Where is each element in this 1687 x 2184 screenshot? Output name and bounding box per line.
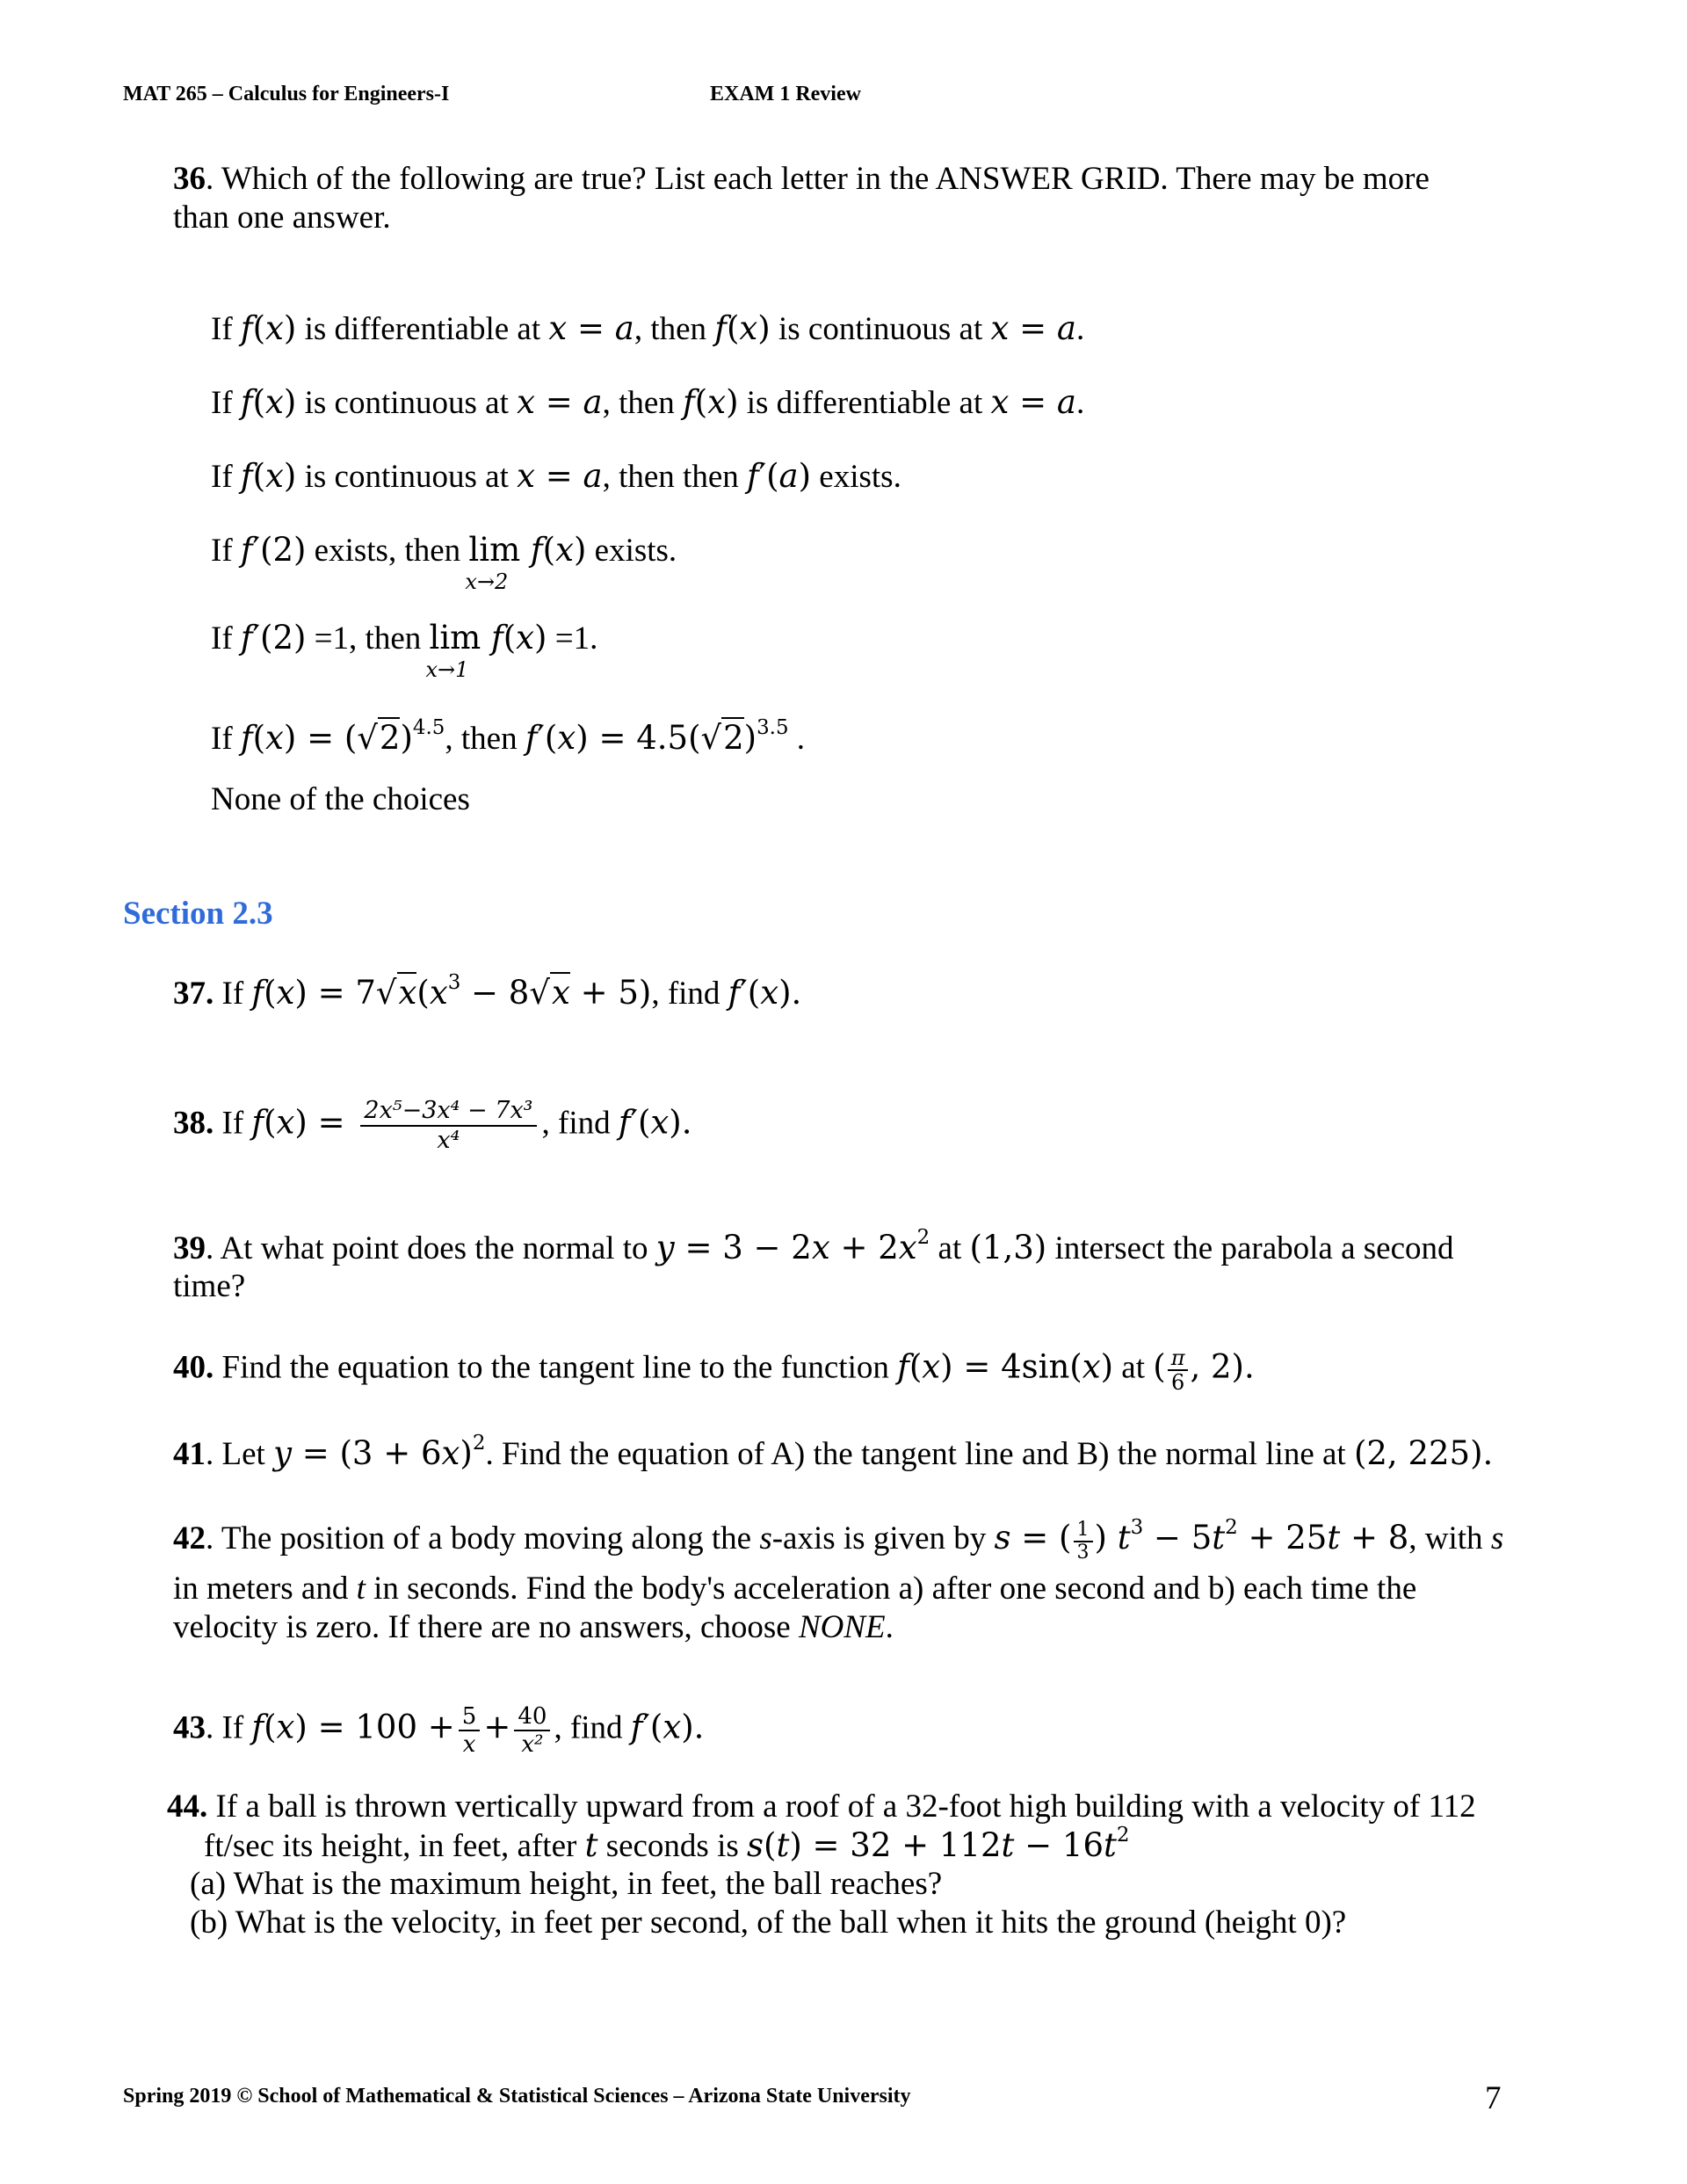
q36-c4-limit: lim x→2: [465, 531, 521, 594]
q36-choice-3: If f(x) is continuous at x = a, then then f′(a) exists.: [211, 457, 901, 495]
q36-choice-1: If f(x) is differentiable at x = a, then f(x) is continuous at x = a.: [211, 309, 1085, 347]
q44: 44. If a ball is thrown vertically upward from a roof of a 32-foot high building with a velocity of 112: [167, 1789, 1476, 1825]
q42-fraction: $\frac{1}{3}$: [1074, 1520, 1093, 1564]
q38: 38. If f(x) = $\frac{\text{2x⁵−3x⁴ − 7x³}}{\text{x⁴}}$ , find f′(x).: [173, 1097, 692, 1154]
q36-prompt: 36. Which of the following are true? List each letter in the ANSWER GRID. There may be more: [173, 161, 1430, 197]
q39-number: 39: [173, 1230, 206, 1266]
q37: 37. If $f(x) = 7√x(x^3 - 8√x + 5)$, find f′(x).: [173, 970, 802, 1012]
q39: 39. At what point does the normal to $y = 3 - 2x + 2x^2$ at (1,3) intersect the parabola a second: [173, 1225, 1454, 1266]
q42-line-3: velocity is zero. If there are no answers, choose NONE.: [173, 1609, 894, 1645]
q43: 43. If f(x) = 100 + $\frac{5}{x}$ + $\frac{40}{\text{x²}}$ , find f′(x).: [173, 1703, 705, 1758]
q36-number: 36: [173, 161, 206, 197]
q42-number: 42: [173, 1520, 206, 1556]
q39-cont: time?: [173, 1268, 246, 1304]
q40-fraction: $\frac{\pi}{6}$: [1168, 1346, 1189, 1394]
q41-number: 41: [173, 1436, 206, 1472]
q44-part-a: (a) What is the maximum height, in feet, the ball reaches?: [190, 1866, 943, 1902]
q42-line-2: in meters and t in seconds. Find the body's acceleration a) after one second and b) each time the: [173, 1571, 1417, 1607]
q36-choice-4: If f′(2) exists, then lim x→2 f(x) exists.: [211, 531, 677, 594]
q41: 41. Let $y = (3 + 6x)^2$. Find the equation of A) the tangent line and B) the normal line at (2, 225).: [173, 1431, 1494, 1472]
header-course: MAT 265 – Calculus for Engineers-I: [123, 83, 450, 105]
q43-fraction-2: $\frac{40}{\text{x²}}$: [514, 1703, 550, 1758]
q36-c5-limit: lim x→1: [425, 619, 481, 682]
q36-choice-2: If f(x) is continuous at x = a, then f(x) is differentiable at x = a.: [211, 383, 1085, 421]
page-number: 7: [1485, 2080, 1502, 2116]
q37-number: 37.: [173, 976, 214, 1012]
q36-choice-7: None of the choices: [211, 781, 470, 817]
q40-number: 40.: [173, 1349, 214, 1386]
q43-fraction-1: $\frac{5}{x}$: [459, 1703, 481, 1758]
q36-choice-5: If f′(2) =1, then lim x→1 f(x) =1.: [211, 619, 598, 682]
q44-part-b: (b) What is the velocity, in feet per second, of the ball when it hits the ground (height 0)?: [190, 1905, 1347, 1941]
q36-prompt-cont: than one answer.: [173, 200, 391, 236]
q44-number: 44.: [167, 1789, 208, 1825]
q42: 42. The position of a body moving along the s-axis is given by s = ( $\frac{1}{3}$ ) $t^3 - 5t^2 + 25t + 8$, with s: [173, 1515, 1504, 1564]
q43-number: 43: [173, 1709, 206, 1746]
q36-choice-6: If $f(x) = (√2)^{4.5}$, then $f'(x) = 4.5(√2)^{3.5}$ .: [211, 715, 806, 757]
footer-text: Spring 2019 © School of Mathematical & Statistical Sciences – Arizona State University: [123, 2085, 911, 2108]
q38-fraction: $\frac{\text{2x⁵−3x⁴ − 7x³}}{\text{x⁴}}$: [360, 1097, 536, 1155]
header-exam: EXAM 1 Review: [710, 83, 861, 105]
q40: 40. Find the equation to the tangent line to the function f(x) = 4sin(x) at ( $\frac{\pi}{6}$ , 2).: [173, 1346, 1255, 1395]
section-heading: Section 2.3: [123, 896, 273, 932]
q38-number: 38.: [173, 1105, 214, 1142]
q44-line-2: ft/sec its height, in feet, after t seconds is $s(t) = 32 + 112t - 16t^2$: [204, 1823, 1130, 1864]
